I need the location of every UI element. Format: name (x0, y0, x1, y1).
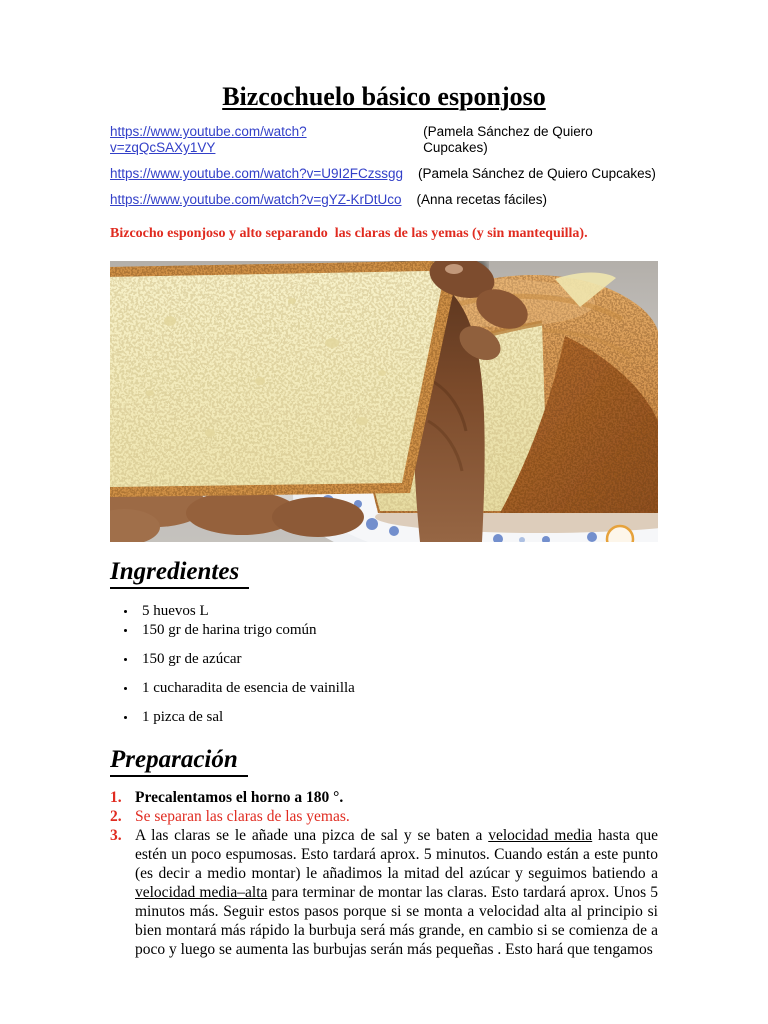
ingredient-item: • 150 gr de azúcar (137, 650, 658, 669)
step-text: A las claras se le añade una pizca de sal y se baten a velocidad media hasta que estén un poco espumosas. Esto tardará aprox. 5 minutos. Cuando están a este punto (es decir a medio montar) le añadimos la mitad del azúcar y seguimos batiendo a velocidad media–alta para terminar de montar las claras. Esto tardará aprox. Unos 5 minutos más. Seguir estos pasos porque si se monta a velocidad alta al principio si bien montará más rápido la burbuja será más grande, en cambio si se comienza de a poco y luego se aumenta las burbujas serán más pequeñas . Esto hará que tengamos (135, 827, 659, 958)
step-number: 1. (110, 789, 122, 806)
page-title: Bizcochuelo básico esponjoso (222, 82, 546, 111)
step-3 (110, 826, 658, 959)
video-links (110, 124, 658, 208)
step-text: Se separan las claras de las yemas. (135, 808, 350, 825)
ingredients-list (110, 602, 658, 727)
step-number: 3. (110, 827, 122, 844)
step-text: Precalentamos el horno a 180 °. (135, 789, 344, 806)
ingredient-item: • 5 huevos L (137, 602, 658, 621)
cake-photo (110, 261, 658, 542)
preparation-heading: Preparación (110, 746, 248, 777)
ingredient-item: • 1 cucharadita de esencia de vainilla (137, 679, 658, 698)
cake-photo-illustration (110, 261, 658, 542)
link-row (110, 192, 658, 208)
step-2 (110, 807, 658, 826)
step-1 (110, 788, 658, 807)
ingredients-heading: Ingredientes (110, 558, 249, 589)
link-row (110, 166, 658, 182)
link-attribution-1: (Pamela Sánchez de Quiero Cupcakes) (423, 124, 593, 155)
link-attribution-2: (Pamela Sánchez de Quiero Cupcakes) (418, 166, 656, 181)
youtube-link-1[interactable]: https://www.youtube.com/watch?v=zqQcSAXy1VY (110, 124, 307, 155)
youtube-link-2[interactable]: https://www.youtube.com/watch?v=U9I2FCzssgg (110, 166, 404, 181)
recipe-note: Bizcocho esponjoso y alto separando las claras de las yemas (y sin mantequilla). (110, 226, 588, 241)
youtube-link-3[interactable]: https://www.youtube.com/watch?v=gYZ-KrDtUco (110, 192, 402, 207)
video-watermark-icon (607, 526, 633, 542)
link-attribution-3: (Anna recetas fáciles) (416, 192, 548, 207)
ingredient-item: • 1 pizca de sal (137, 708, 658, 727)
link-row (110, 124, 658, 156)
ingredient-item: • 150 gr de harina trigo común (137, 621, 658, 640)
preparation-steps (110, 788, 658, 959)
step-number: 2. (110, 808, 122, 825)
